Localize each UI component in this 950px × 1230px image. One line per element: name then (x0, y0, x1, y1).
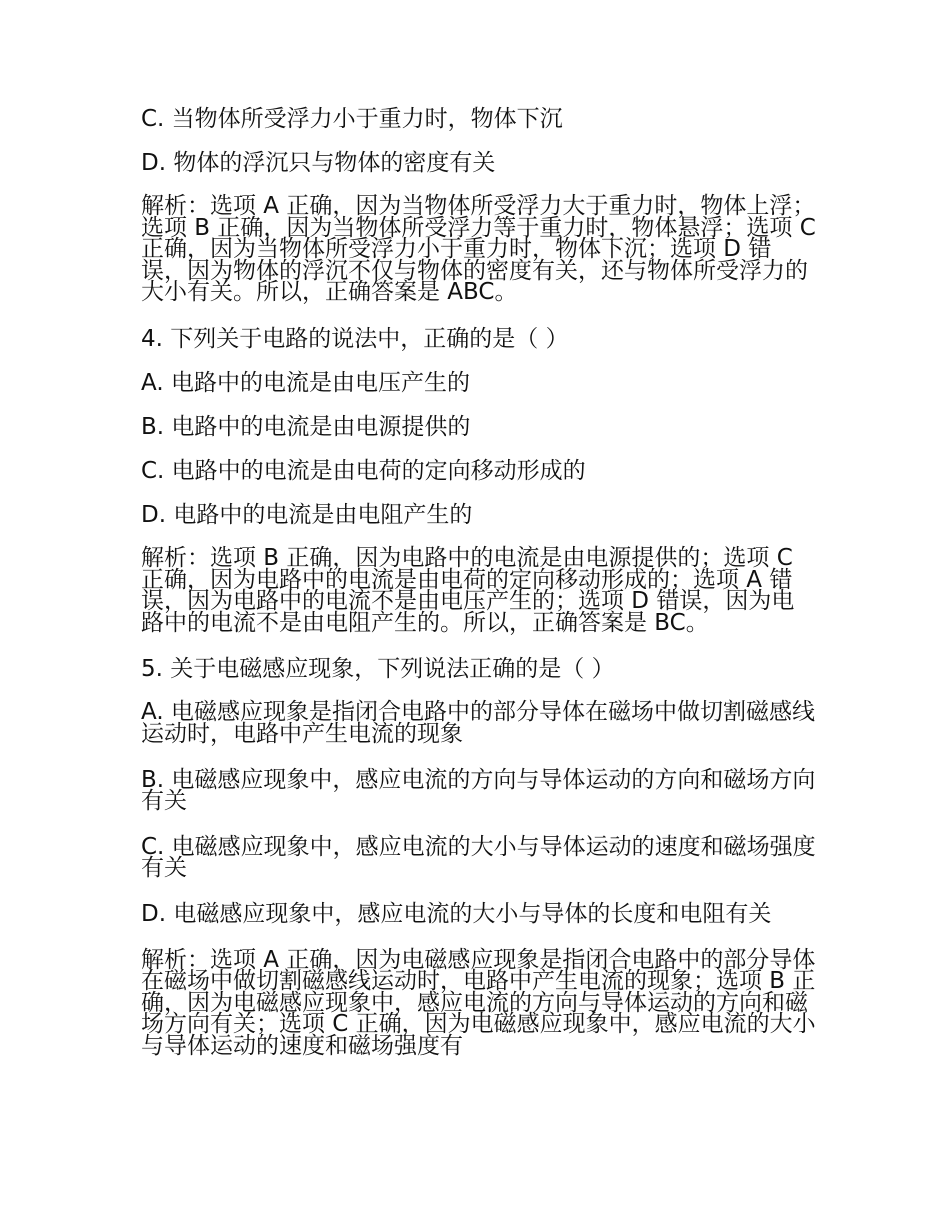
analysis-q5: 解析：选项 A 正确，因为电磁感应现象是指闭合电路中的部分导体在磁场中做切割磁感线运动时，电路中产生电流的现象；选项 B 正确，因为电磁感应现象中，感应电流的方向与导体运动的方向和磁场方向有关；选项 C 正确，因为电磁感应现象中，感应电流的大小与导体运动的速度和磁场强度有 (141, 946, 816, 1059)
option-c-induction: C. 电磁感应现象中，感应电流的大小与导体运动的速度和磁场强度有关 (141, 833, 816, 882)
option-b-circuit: B. 电路中的电流是由电源提供的 (141, 413, 471, 440)
option-a-circuit: A. 电路中的电流是由电压产生的 (141, 369, 470, 396)
analysis-q4: 解析：选项 B 正确，因为电路中的电流是由电源提供的；选项 C 正确，因为电路中的电流是由电荷的定向移动形成的；选项 A 错误，因为电路中的电流不是由电压产生的；选项 D 错误，因为电路中的电流不是由电阻产生的。所以，正确答案是 BC。 (141, 544, 795, 636)
analysis-q3: 解析：选项 A 正确，因为当物体所受浮力大于重力时，物体上浮；选项 B 正确，因为当物体所受浮力等于重力时，物体悬浮；选项 C 正确，因为当物体所受浮力小于重力时，物体下沉；选项 D 错误，因为物体的浮沉不仅与物体的密度有关，还与物体所受浮力的大小有关。所以，正确答案是 ABC。 (141, 193, 816, 306)
option-d-induction: D. 电磁感应现象中，感应电流的大小与导体的长度和电阻有关 (141, 900, 772, 927)
option-a-induction: A. 电磁感应现象是指闭合电路中的部分导体在磁场中做切割磁感线运动时，电路中产生电流的现象 (141, 699, 815, 747)
document-page (141, 104, 816, 1077)
question-4: 4. 下列关于电路的说法中，正确的是（ ） (141, 325, 569, 352)
option-c-circuit: C. 电路中的电流是由电荷的定向移动形成的 (141, 457, 586, 484)
option-d-circuit: D. 电路中的电流是由电阻产生的 (141, 501, 473, 528)
question-5: 5. 关于电磁感应现象，下列说法正确的是（ ） (141, 656, 615, 683)
option-c-buoyancy: C. 当物体所受浮力小于重力时，物体下沉 (141, 106, 563, 132)
option-d-buoyancy: D. 物体的浮沉只与物体的密度有关 (141, 150, 496, 176)
option-b-induction: B. 电磁感应现象中，感应电流的方向与导体运动的方向和磁场方向有关 (141, 766, 816, 815)
